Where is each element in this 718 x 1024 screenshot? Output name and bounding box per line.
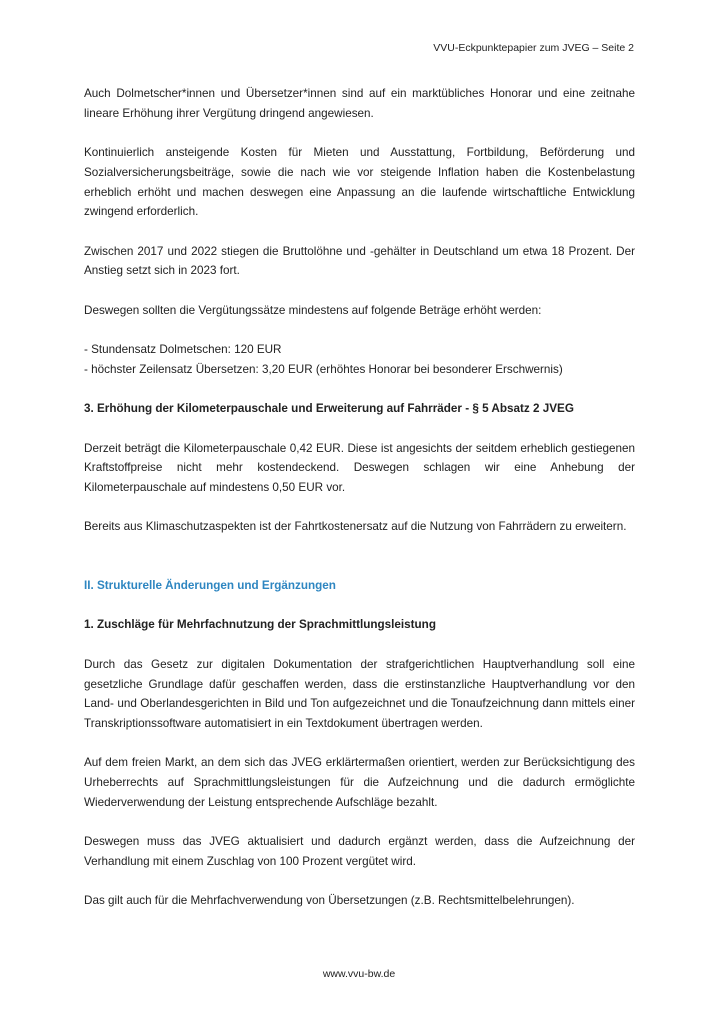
- paragraph-translations-reuse: Das gilt auch für die Mehrfachverwendung von Übersetzungen (z.B. Rechtsmittelbelehrungen).: [84, 894, 575, 908]
- proposed-rates-list: [84, 340, 635, 379]
- section-heading-structural-changes: II. Strukturelle Änderungen und Ergänzungen: [84, 579, 336, 593]
- paragraph-rising-costs: Kontinuierlich ansteigende Kosten für Mieten und Ausstattung, Fortbildung, Beförderung und Sozialversicherungsbeiträge, sowie die nach wie vor steigende Inflation haben die Kostenbelastung erheblich erhöht und machen deswegen eine Anpassung an die laufende wirtschaftliche Entwicklung zwingend erforderlich.: [84, 146, 635, 219]
- list-item: - höchster Zeilensatz Übersetzen: 3,20 EUR (erhöhtes Honorar bei besonderer Erschwernis): [84, 362, 563, 376]
- paragraph-digital-documentation: Durch das Gesetz zur digitalen Dokumentation der strafgerichtlichen Hauptverhandlung soll eine gesetzliche Grundlage dafür geschaffen werden, dass die erstinstanzliche Hauptverhandlung vor den Land- und Oberlandesgerichten in Bild und Ton aufgezeichnet und die Tonaufzeichnung dann mittels einer Transkriptionssoftware automatisiert in ein Textdokument übertragen werden.: [84, 657, 635, 730]
- page-footer-url: www.vvu-bw.de: [322, 968, 396, 980]
- paragraph-recording-surcharge: Deswegen muss das JVEG aktualisiert und dadurch ergänzt werden, dass die Aufzeichnung der Verhandlung mit einem Zuschlag von 100 Prozent vergütet wird.: [84, 835, 635, 868]
- paragraph-wage-growth: Zwischen 2017 und 2022 stiegen die Bruttolöhne und -gehälter in Deutschland um etwa 18 Prozent. Der Anstieg setzt sich in 2023 fort.: [84, 244, 635, 278]
- heading-multiple-use-surcharges: 1. Zuschläge für Mehrfachnutzung der Sprachmittlungsleistung: [84, 618, 436, 632]
- paragraph-free-market-surcharges: Auf dem freien Markt, an dem sich das JVEG erklärtermaßen orientiert, werden zur Berücksichtigung des Urheberrechts auf Sprachmittlungsleistungen für die Aufzeichnung und die dadurch ermöglichte Wiederverwendung der Leistung entsprechende Aufschläge bezahlt.: [84, 756, 635, 809]
- paragraph-interpreters-fees: Auch Dolmetscher*innen und Übersetzer*innen sind auf ein marktübliches Honorar und eine zeitnahe lineare Erhöhung ihrer Vergütung dringend angewiesen.: [84, 87, 635, 120]
- page-content: [84, 84, 635, 931]
- paragraph-mileage-rate: Derzeit beträgt die Kilometerpauschale 0,42 EUR. Diese ist angesichts der seitdem erheblich gestiegenen Kraftstoffpreise nicht mehr kostendeckend. Deswegen schlagen wir eine Anhebung der Kilometerpauschale auf mindestens 0,50 EUR vor.: [84, 441, 635, 494]
- paragraph-proposed-rates-intro: Deswegen sollten die Vergütungssätze mindestens auf folgende Beträge erhöht werden:: [84, 303, 542, 317]
- paragraph-bicycles: Bereits aus Klimaschutzaspekten ist der Fahrtkostenersatz auf die Nutzung von Fahrrädern zu erweitern.: [84, 520, 627, 534]
- list-item: - Stundensatz Dolmetschen: 120 EUR: [84, 343, 282, 357]
- heading-mileage-allowance: 3. Erhöhung der Kilometerpauschale und Erweiterung auf Fahrräder - § 5 Absatz 2 JVEG: [84, 402, 574, 416]
- page-header: VVU-Eckpunktepapier zum JVEG – Seite 2: [433, 42, 634, 54]
